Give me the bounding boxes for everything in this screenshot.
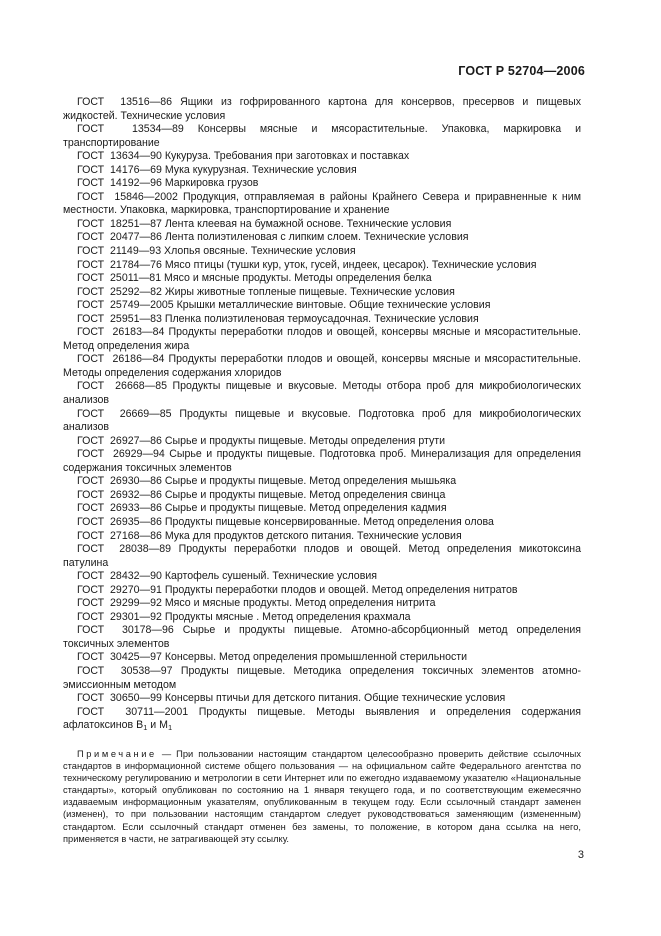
reference-code: ГОСТ 28038—89 [77, 543, 172, 556]
reference-item [63, 448, 581, 475]
reference-title: Ящики из гофрированного картона для консервов, пресервов и пищевых жидкостей. Технические условия [63, 96, 582, 122]
reference-code: ГОСТ 26186—84 [77, 353, 165, 366]
reference-item [63, 313, 581, 327]
reference-item [63, 692, 581, 706]
reference-title: Продукты переработки плодов и овощей, консервы мясные и мясорастительные. Метод определения жира [63, 326, 581, 352]
reference-item [63, 516, 581, 530]
page-number: 3 [577, 849, 584, 861]
reference-code: ГОСТ 20477—86 [77, 231, 162, 244]
reference-item [63, 191, 581, 218]
reference-code: ГОСТ 29299—92 [77, 597, 162, 610]
note-label: Примечание [77, 749, 157, 759]
reference-item [63, 272, 581, 286]
standard-header: ГОСТ Р 52704—2006 [458, 64, 585, 78]
reference-item [63, 475, 581, 489]
reference-code: ГОСТ 30650—99 [77, 692, 162, 705]
reference-item [63, 123, 581, 150]
subscript: 1 [143, 723, 148, 733]
reference-title: Мука кукурузная. Технические условия [164, 163, 357, 176]
reference-title: Продукты переработки плодов и овощей. Метод определения нитратов [164, 583, 518, 596]
reference-title: Продукты пищевые консервированные. Метод определения олова [164, 515, 494, 528]
reference-item [63, 326, 581, 353]
reference-code: ГОСТ 30538—97 [77, 664, 173, 677]
reference-title: Продукты переработки плодов и овощей. Метод определения микотоксина патулина [63, 543, 581, 569]
reference-title: Жиры животные топленые пищевые. Технические условия [164, 285, 455, 298]
reference-title: Крышки металлические винтовые. Общие технические условия [176, 299, 491, 312]
reference-title: Сырье и продукты пищевые. Метод определения свинца [164, 488, 446, 501]
reference-item [63, 408, 581, 435]
reference-title: Картофель сушеный. Технические условия [164, 570, 377, 583]
reference-code: ГОСТ 26929—94 [77, 448, 165, 461]
reference-item [63, 150, 581, 164]
reference-item [63, 597, 581, 611]
reference-code: ГОСТ 26183—84 [77, 326, 165, 339]
reference-item [63, 570, 581, 584]
reference-item [63, 259, 581, 273]
reference-code: ГОСТ 26927—86 [77, 434, 162, 447]
reference-item [63, 164, 581, 178]
reference-title: Маркировка грузов [164, 177, 259, 190]
reference-title: Продукты переработки плодов и овощей, консервы мясные и мясорастительные. Методы определения содержания хлоридов [63, 353, 581, 379]
reference-title: Сырье и продукты пищевые. Метод определения мышьяка [164, 475, 457, 488]
reference-code: ГОСТ 13516—86 [77, 96, 173, 108]
reference-title: Мука для продуктов детского питания. Технические условия [164, 529, 462, 542]
reference-title: Сырье и продукты пищевые. Метод определения кадмия [164, 502, 447, 515]
reference-code: ГОСТ 26935—86 [77, 515, 162, 528]
reference-items [63, 96, 581, 706]
reference-code: ГОСТ 13634—90 [77, 150, 162, 163]
reference-title: Консервы мясные и мясорастительные. Упаковка, маркировка и транспортирование [63, 123, 581, 149]
reference-code: ГОСТ 30178—96 [77, 624, 174, 637]
reference-code: ГОСТ 21149—93 [77, 245, 162, 258]
reference-item [63, 530, 581, 544]
reference-item [63, 218, 581, 232]
reference-item [63, 177, 581, 191]
reference-item [63, 665, 581, 692]
reference-code: ГОСТ 29270—91 [77, 583, 162, 596]
reference-title: Мясо и мясные продукты. Методы определения белка [164, 272, 432, 285]
reference-code: ГОСТ 14192—96 [77, 177, 162, 190]
reference-code: ГОСТ 26933—86 [77, 502, 162, 515]
reference-title: Консервы птичьи для детского питания. Общие технические условия [164, 692, 506, 705]
reference-code: ГОСТ 27168—86 [77, 529, 162, 542]
reference-code: ГОСТ 15846—2002 [77, 190, 178, 203]
reference-item [63, 502, 581, 516]
normative-references-list [63, 96, 581, 733]
reference-item [63, 543, 581, 570]
note-paragraph [63, 748, 581, 845]
reference-code: ГОСТ 26669—85 [77, 407, 172, 420]
reference-code: ГОСТ 29301—92 [77, 610, 162, 623]
reference-title: Продукты пищевые. Методика определения токсичных элементов атомно-эмиссионным методом [63, 664, 581, 691]
reference-code: ГОСТ 14176—69 [77, 163, 162, 176]
reference-title: Мясо птицы (тушки кур, уток, гусей, индеек, цесарок). Технические условия [164, 258, 537, 271]
reference-title: Сырье и продукты пищевые. Атомно-абсорбционный метод определения токсичных элементов [63, 624, 581, 650]
reference-code: ГОСТ 26932—86 [77, 488, 162, 501]
reference-title: Лента полиэтиленовая с липким слоем. Технические условия [164, 231, 469, 244]
reference-title: Сырье и продукты пищевые. Методы определения ртути [164, 434, 446, 447]
reference-code: ГОСТ 26930—86 [77, 475, 162, 488]
reference-title: Хлопья овсяные. Технические условия [164, 245, 356, 258]
reference-code: ГОСТ 25749—2005 [77, 299, 174, 312]
reference-item [63, 353, 581, 380]
reference-title: Кукуруза. Требования при заготовках и поставках [164, 150, 410, 163]
note-text: — При пользовании настоящим стандартом целесообразно проверить действие ссылочных стандартов в информационной системе общего пользования — на официальном сайте Федерального агентства по техническому регулированию и метрологии в сети Интернет или по ежегодно издаваемому указателю «Национальные стандарты», который опубликован по состоянию на 1 января текущего года, и по соответствующим ежемесячно издаваемым информационным указателям, опубликованным в текущем году. Если ссылочный стандарт заменен (изменен), то при пользовании настоящим стандартом следует руководствоваться заменяющим (измененным) стандартом. Если ссылочный стандарт отменен без замены, то положение, в котором дана ссылка на него, применяется в части, не затрагивающей эту ссылку. [63, 749, 581, 844]
reference-code: ГОСТ 25292—82 [77, 285, 162, 298]
reference-title: Продукты пищевые. Методы выявления и определения содержания афлатоксинов $B_1$ и $M_1$ [63, 705, 581, 733]
reference-code: ГОСТ 18251—87 [77, 217, 162, 230]
reference-title: Продукты пищевые и вкусовые. Подготовка проб для микробиологических анализов [63, 407, 582, 434]
reference-code: ГОСТ 13534—89 [77, 123, 184, 136]
reference-item [63, 286, 581, 300]
reference-item [63, 299, 581, 313]
reference-title: Продукция, отправляемая в районы Крайнего Севера и приравненные к ним местности. Упаковка, маркировка, транспортирование и хранение [63, 190, 581, 217]
reference-item [63, 380, 581, 407]
reference-code: ГОСТ 30425—97 [77, 651, 162, 664]
reference-item [63, 435, 581, 449]
reference-item [63, 584, 581, 598]
reference-code: ГОСТ 25011—81 [77, 272, 162, 285]
reference-title: Продукты пищевые и вкусовые. Методы отбора проб для микробиологических анализов [63, 380, 581, 407]
reference-title: Продукты мясные . Метод определения крахмала [164, 610, 411, 623]
reference-code: ГОСТ 30711—2001 [77, 705, 189, 718]
reference-item [63, 651, 581, 665]
reference-item [63, 245, 581, 259]
reference-code: ГОСТ 28432—90 [77, 570, 162, 583]
reference-item [63, 96, 581, 123]
reference-title: Мясо и мясные продукты. Метод определения нитрита [164, 597, 436, 610]
reference-item [63, 611, 581, 625]
reference-code: ГОСТ 21784—76 [77, 258, 162, 271]
reference-item [63, 231, 581, 245]
subscript: 1 [168, 723, 173, 733]
reference-code: ГОСТ 25951—83 [77, 312, 162, 325]
reference-item [63, 489, 581, 503]
reference-title: Пленка полиэтиленовая термоусадочная. Технические условия [164, 312, 479, 325]
reference-title: Консервы. Метод определения промышленной стерильности [164, 651, 468, 664]
reference-item [63, 706, 581, 733]
reference-code: ГОСТ 26668—85 [77, 380, 168, 393]
reference-title: Лента клеевая на бумажной основе. Технические условия [164, 217, 452, 230]
reference-item [63, 624, 581, 651]
reference-title: Сырье и продукты пищевые. Подготовка проб. Минерализация для определения содержания токсичных элементов [63, 448, 581, 474]
